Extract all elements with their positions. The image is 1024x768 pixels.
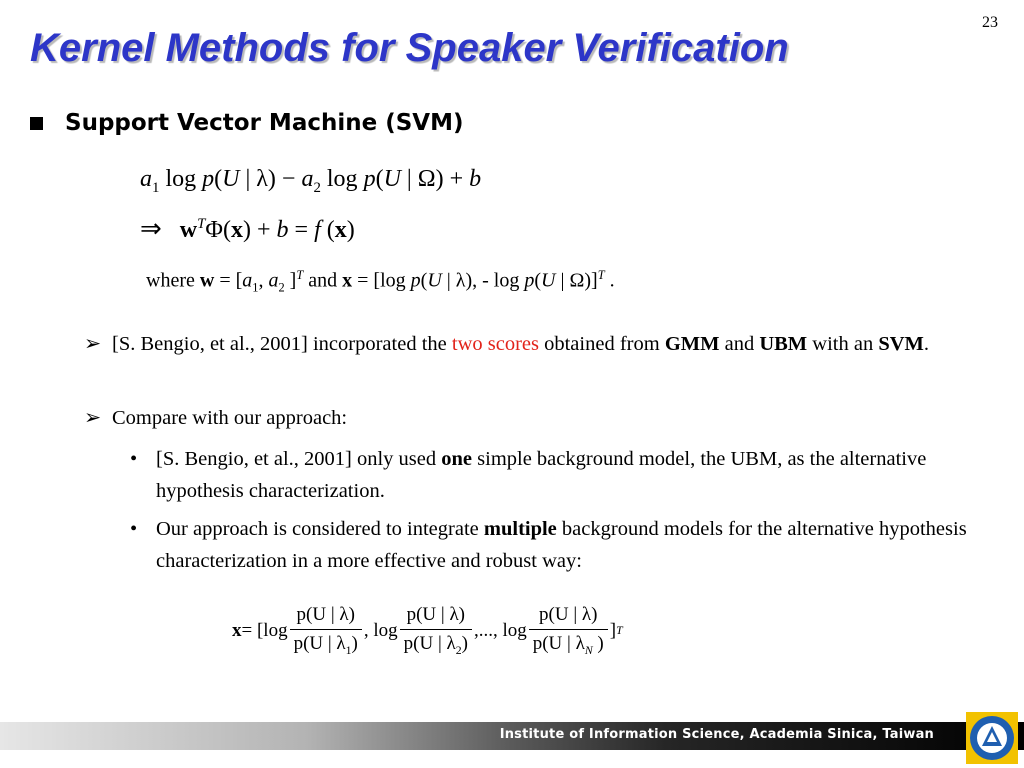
section-label: Support Vector Machine (SVM) — [65, 110, 464, 136]
footer-bar — [0, 722, 1024, 750]
fraction-1: $\frac{p(U | \lambda)}{p(U | \lambda_1)}$ — [290, 604, 362, 658]
fraction-n: $\frac{p(U | \lambda)}{p(U | \lambda_N )}$ — [529, 604, 608, 658]
bullet-bengio-svm — [84, 328, 984, 360]
footer-institute: Institute of Information Science, Academia Sinica, Taiwan — [499, 727, 934, 742]
slide-title: Kernel Methods for Speaker Verification — [30, 26, 789, 70]
dot-bullet-icon: • — [130, 448, 138, 470]
subbullet-text: Our approach is considered to integrate multiple background models for the alternative hypothesis characterization in a more effective and robust way: — [156, 518, 967, 572]
equation-feature-vector: x = [log $\frac{p(U | \lambda)}{p(U | \lambda_1)}$ , log $\frac{p(U | \lambda)}{p(U | \lambda_2)}$ ,..., log $\frac{p(U | \lambda)}{p(U | \lambda_N )}$ ] T — [232, 604, 623, 657]
fraction-2: $\frac{p(U | \lambda)}{p(U | \lambda_2)}$ — [400, 604, 472, 658]
bullet-text: [S. Bengio, et al., 2001] incorporated the two scores obtained from GMM and UBM with an SVM. — [112, 333, 930, 355]
implies-arrow: ⇒ — [140, 214, 162, 243]
arrow-bullet-icon: ➢ — [84, 333, 102, 355]
academia-sinica-seal-icon — [966, 712, 1018, 764]
highlight-two-scores: two scores — [451, 333, 539, 355]
subbullet-text: [S. Bengio, et al., 2001] only used one simple background model, the UBM, as the alternative hypothesis characterization. — [156, 448, 927, 502]
bullet-compare — [84, 402, 984, 434]
black-square-icon — [30, 117, 43, 130]
bullet-text: Compare with our approach: — [112, 407, 348, 429]
arrow-bullet-icon: ➢ — [84, 407, 102, 429]
subbullet-multiple-models — [130, 513, 1000, 577]
equation-svm-function: ⇒ $w^T\Phi(x) + b = f$ (x) — [140, 214, 355, 243]
dot-bullet-icon: • — [130, 518, 138, 540]
equation-score-combination: $a_1$ log p(U | $\lambda) - a_2$ log p(U | Ω) + b — [140, 166, 482, 196]
section-heading — [30, 110, 464, 136]
page-number: 23 — [982, 14, 998, 31]
equation-definitions: where $w = [a_1$, $a_2$ ]$^T$ and x = [log p(U | λ), - log p(U | Ω)]$^T$ . — [146, 268, 615, 295]
subbullet-one-model — [130, 443, 1000, 507]
